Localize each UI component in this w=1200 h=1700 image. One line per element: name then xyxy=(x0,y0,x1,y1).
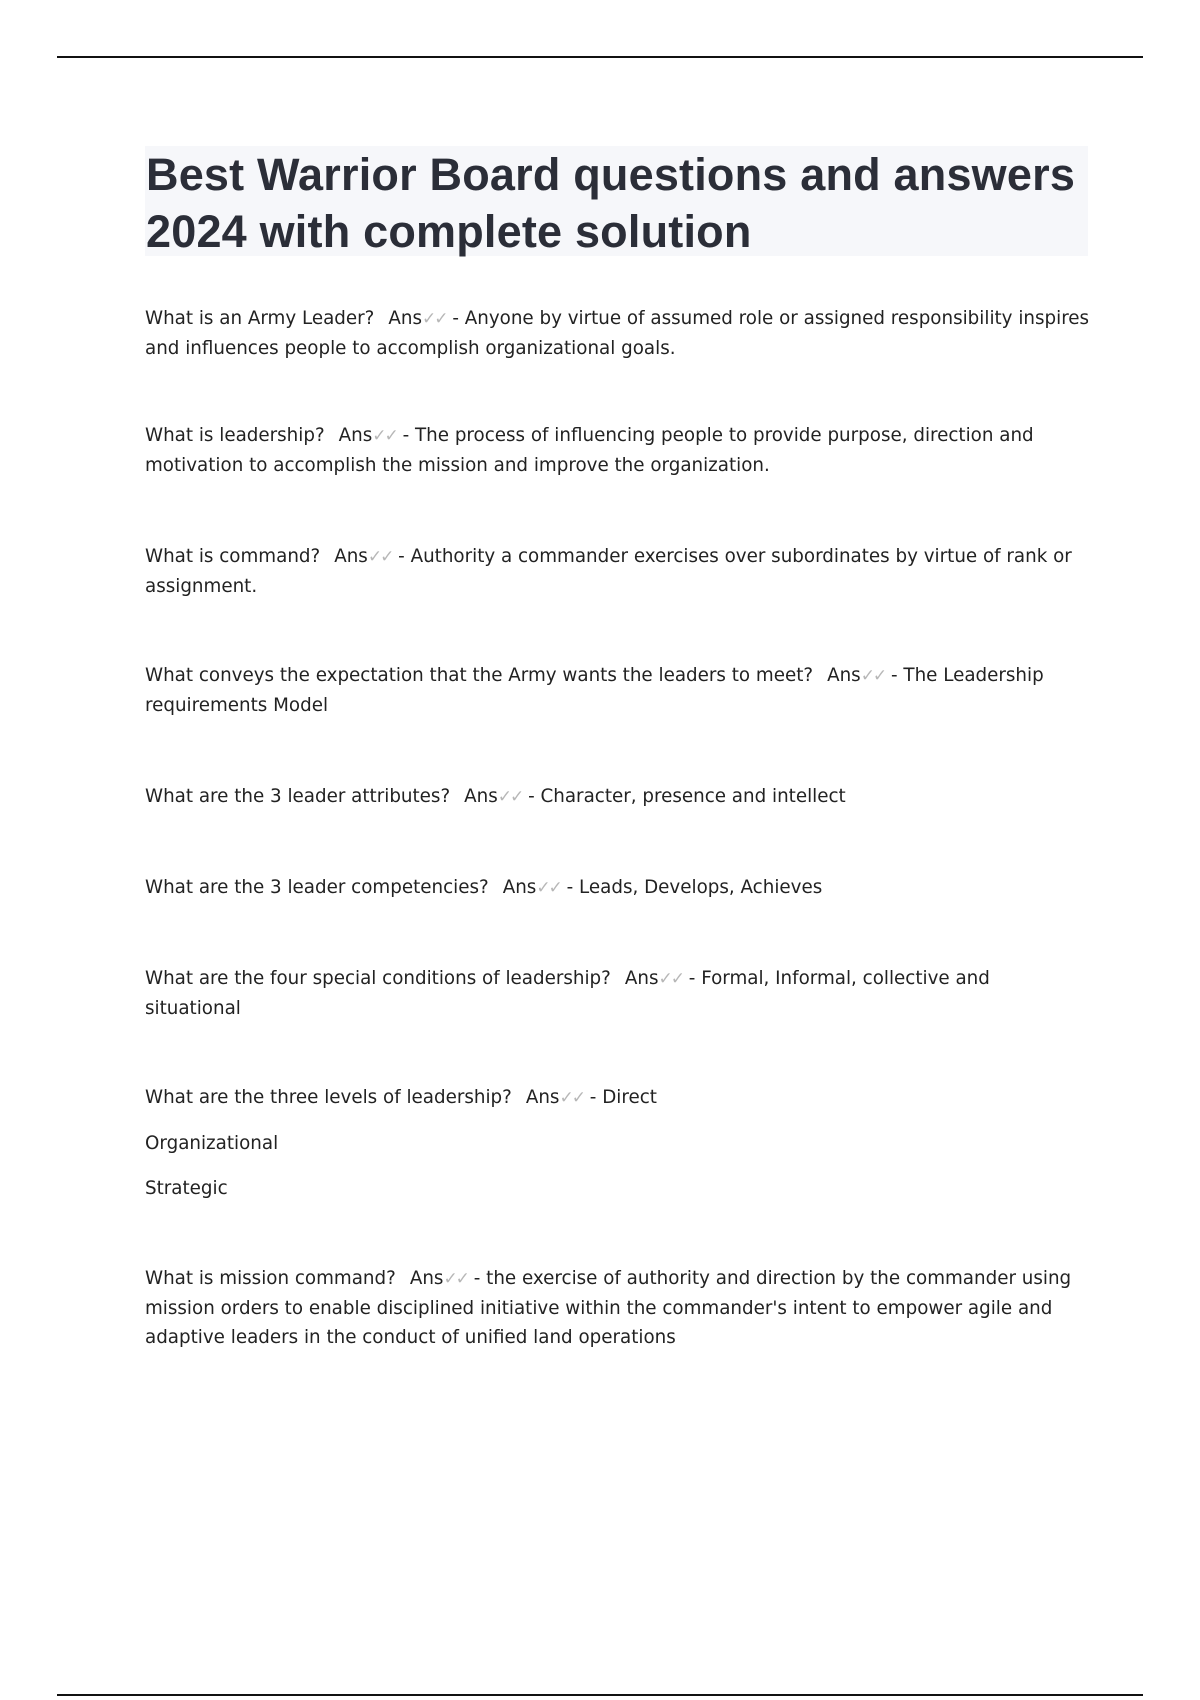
question-text: What are the three levels of leadership? xyxy=(145,1087,512,1108)
ans-label: Ans xyxy=(464,786,498,807)
bottom-rule xyxy=(57,1694,1143,1696)
qa-item-3 xyxy=(145,542,1090,601)
qa-item-9 xyxy=(145,1264,1090,1352)
answer-text: - The Leadership requirements Model xyxy=(145,665,1044,716)
document-title: Best Warrior Board questions and answers 2024 with complete solution xyxy=(146,149,1076,257)
answer-text: - Character, presence and intellect xyxy=(528,786,846,807)
double-check-icon: ✓✓ xyxy=(422,309,447,329)
answer-line-organizational: Organizational xyxy=(145,1133,279,1154)
ans-label: Ans xyxy=(624,968,659,989)
question-text: What is an Army Leader? xyxy=(145,308,375,329)
ans-label: Ans xyxy=(388,308,423,329)
answer-text: - The process of influencing people to provide purpose, direction and motivation to accomplish the mission and improve the organization. xyxy=(145,425,1034,476)
qa-item-7 xyxy=(145,964,1090,1023)
question-text: What is command? xyxy=(145,546,321,567)
ans-label: Ans xyxy=(334,546,368,567)
double-check-icon: ✓✓ xyxy=(559,1088,584,1108)
qa-item-6 xyxy=(145,873,1090,903)
question-text: What is mission command? xyxy=(145,1268,396,1289)
double-check-icon: ✓✓ xyxy=(443,1269,468,1289)
question-text: What are the 3 leader competencies? xyxy=(145,877,489,898)
answer-text: - Authority a commander exercises over subordinates by virtue of rank or assignment. xyxy=(145,546,1072,597)
ans-label: Ans xyxy=(827,665,861,686)
title-block xyxy=(145,146,1088,256)
qa-item-1 xyxy=(145,304,1090,363)
ans-label: Ans xyxy=(409,1268,444,1289)
double-check-icon: ✓✓ xyxy=(860,666,886,686)
double-check-icon: ✓✓ xyxy=(367,547,393,567)
qa-item-4 xyxy=(145,661,1090,720)
qa-item-2 xyxy=(145,421,1090,480)
top-rule xyxy=(57,56,1143,58)
double-check-icon: ✓✓ xyxy=(372,426,397,446)
question-text: What conveys the expectation that the Army wants the leaders to meet? xyxy=(145,665,814,686)
ans-label: Ans xyxy=(502,877,537,898)
answer-text: - Leads, Develops, Achieves xyxy=(566,877,823,898)
answer-line-strategic: Strategic xyxy=(145,1178,228,1199)
qa-item-5 xyxy=(145,782,1090,812)
question-text: What are the four special conditions of leadership? xyxy=(145,968,611,989)
question-text: What is leadership? xyxy=(145,425,325,446)
double-check-icon: ✓✓ xyxy=(536,878,561,898)
double-check-icon: ✓✓ xyxy=(658,969,683,989)
answer-text: - Formal, Informal, collective and situational xyxy=(145,968,990,1019)
answer-text: - Anyone by virtue of assumed role or assigned responsibility inspires and influences people to accomplish organizational goals. xyxy=(145,308,1090,359)
double-check-icon: ✓✓ xyxy=(497,787,523,807)
ans-label: Ans xyxy=(338,425,373,446)
answer-text: - Direct xyxy=(589,1087,657,1108)
qa-item-8 xyxy=(145,1083,1090,1113)
ans-label: Ans xyxy=(525,1087,560,1108)
answer-text: - the exercise of authority and direction by the commander using mission orders to enable disciplined initiative within the commander's intent to empower agile and adaptive leaders in the conduct of unified land operations xyxy=(145,1268,1072,1348)
question-text: What are the 3 leader attributes? xyxy=(145,786,451,807)
